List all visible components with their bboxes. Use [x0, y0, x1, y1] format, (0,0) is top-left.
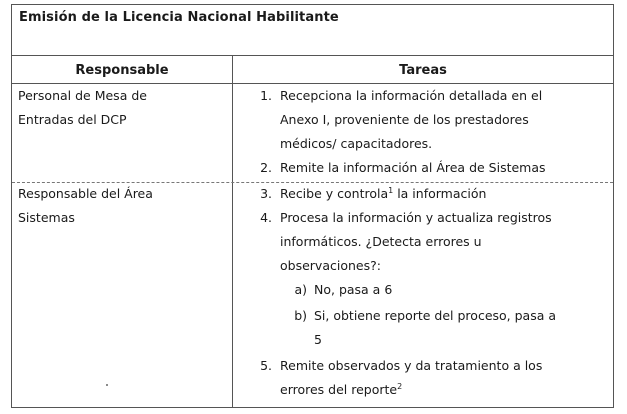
task-line: Anexo I, proveniente de los prestadores	[280, 112, 529, 127]
subtask-letter: a)	[294, 282, 307, 297]
subtask-line: No, pasa a 6	[314, 282, 393, 297]
task-line: Procesa la información y actualiza registros	[280, 210, 552, 225]
task-line: Remite observados y da tratamiento a los	[280, 358, 543, 373]
task-number: 1.	[260, 88, 272, 103]
task-line: Remite la información al Área de Sistemas	[280, 160, 546, 175]
task-line: Recepciona la información detallada en el	[280, 88, 543, 103]
task-text: la información	[393, 186, 487, 201]
document-title: Emisión de la Licencia Nacional Habilitante	[19, 10, 339, 25]
subtask-line: 5	[314, 332, 322, 347]
task-line: informáticos. ¿Detecta errores u	[280, 234, 482, 249]
column-divider	[232, 56, 233, 407]
task-text: Recibe y controla	[280, 186, 389, 201]
task-line	[280, 378, 402, 402]
task-number: 2.	[260, 160, 272, 175]
task-line	[280, 182, 486, 206]
responsable-line: Sistemas	[18, 210, 75, 225]
task-number: 5.	[260, 358, 272, 373]
responsable-line: Personal de Mesa de	[18, 88, 147, 103]
responsable-line: Entradas del DCP	[18, 112, 127, 127]
task-number: 4.	[260, 210, 272, 225]
task-text: errores del reporte	[280, 382, 398, 397]
subtask-letter: b)	[294, 308, 307, 323]
task-number: 3.	[260, 186, 272, 201]
responsable-line: Responsable del Área	[18, 186, 153, 201]
header-tareas: Tareas	[399, 63, 447, 78]
task-line: médicos/ capacitadores.	[280, 136, 433, 151]
footnote-ref: 2	[397, 381, 403, 391]
footnote-ref: 1	[388, 185, 394, 195]
document-page	[11, 4, 614, 408]
responsibility-table	[11, 56, 614, 408]
task-line: observaciones?:	[280, 258, 381, 273]
title-box	[11, 4, 614, 56]
header-responsable: Responsable	[75, 63, 169, 78]
scan-speck	[106, 384, 108, 386]
subtask-line: Si, obtiene reporte del proceso, pasa a	[314, 308, 557, 323]
